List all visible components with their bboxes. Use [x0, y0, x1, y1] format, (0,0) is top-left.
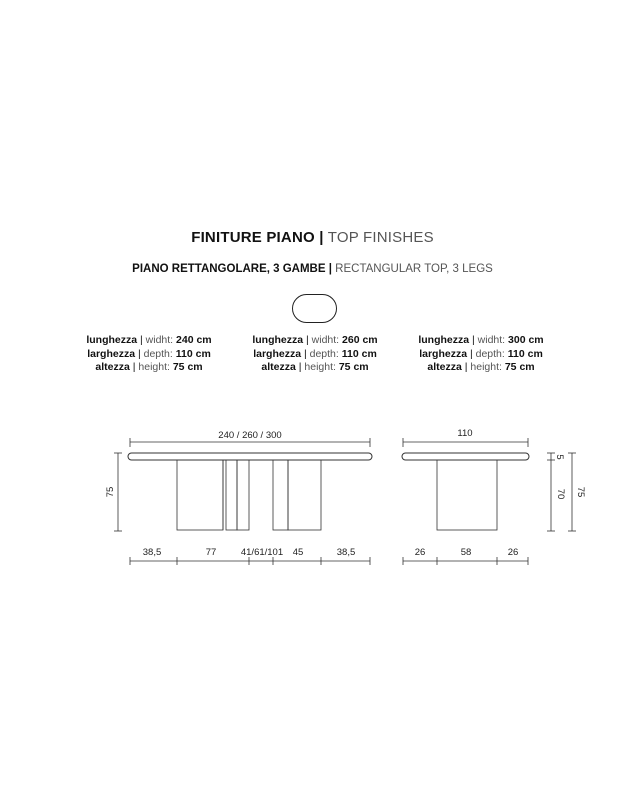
subtitle-italian: PIANO RETTANGOLARE, 3 GAMBE	[132, 263, 326, 275]
side-bottom-label-3: 26	[507, 547, 519, 558]
side-leg-height-label: 70	[555, 488, 566, 500]
width-label-en: depth:	[475, 347, 505, 360]
side-bottom-label-1: 26	[414, 547, 426, 558]
height-label-en: height:	[470, 361, 502, 373]
length-label-it: lunghezza	[86, 334, 138, 346]
width-label-it: larghezza	[419, 347, 468, 360]
side-table-top	[402, 453, 529, 460]
height-label-en: height:	[138, 361, 170, 373]
front-table-top	[128, 453, 372, 460]
height-value: 75 cm	[172, 361, 203, 373]
front-height-label: 75	[105, 486, 116, 498]
side-bottom-label-2: 58	[460, 547, 472, 558]
width-label-it: larghezza	[87, 347, 136, 360]
front-view-drawing	[114, 438, 372, 565]
front-leg-right-a	[273, 460, 288, 530]
front-leg-left	[177, 460, 223, 530]
length-label-it: lunghezza	[252, 334, 304, 346]
subtitle-separator: |	[328, 263, 332, 275]
front-leg-middle-a	[226, 460, 237, 530]
length-label-en: widht:	[145, 334, 174, 346]
width-value: 110 cm	[341, 347, 377, 360]
front-bottom-label-2: 77	[205, 547, 217, 558]
separator: |	[464, 361, 468, 373]
separator: |	[469, 347, 473, 360]
separator: |	[298, 361, 302, 373]
height-label-it: altezza	[95, 361, 130, 373]
length-value: 240 cm	[176, 334, 212, 346]
separator: |	[140, 334, 143, 346]
separator: |	[132, 361, 136, 373]
title-separator: |	[319, 229, 324, 246]
length-value: 260 cm	[342, 334, 378, 346]
width-value: 110 cm	[507, 347, 543, 360]
front-leg-right-b	[288, 460, 321, 530]
side-top-thickness-label: 5	[554, 454, 565, 460]
width-label-en: depth:	[143, 347, 173, 360]
separator: |	[137, 347, 141, 360]
height-label-it: altezza	[427, 361, 462, 373]
side-depth-label: 110	[457, 428, 473, 439]
height-label-en: height:	[304, 361, 336, 373]
height-value: 75 cm	[504, 361, 535, 373]
length-value: 300 cm	[508, 334, 544, 346]
width-label-en: depth:	[309, 347, 339, 360]
separator: |	[306, 334, 309, 346]
length-label-en: widht:	[477, 334, 506, 346]
front-leg-middle-b	[237, 460, 249, 530]
height-label-it: altezza	[261, 361, 296, 373]
separator: |	[303, 347, 307, 360]
subtitle-english: RECTANGULAR TOP, 3 LEGS	[335, 263, 493, 275]
title-english: TOP FINISHES	[327, 229, 434, 246]
width-value: 110 cm	[175, 347, 211, 360]
side-view-drawing	[402, 438, 576, 565]
length-label-en: widht:	[311, 334, 340, 346]
front-bottom-label-3: 41/61/101	[240, 547, 284, 558]
length-label-it: lunghezza	[418, 334, 470, 346]
separator: |	[472, 334, 475, 346]
width-label-it: larghezza	[253, 347, 302, 360]
height-value: 75 cm	[338, 361, 369, 373]
side-total-height-label: 75	[575, 486, 586, 498]
title-italian: FINITURE PIANO	[191, 229, 315, 246]
front-width-label: 240 / 260 / 300	[218, 430, 282, 441]
front-bottom-label-4: 45	[292, 547, 304, 558]
front-bottom-label-5: 38,5	[336, 547, 356, 558]
front-bottom-label-1: 38,5	[142, 547, 162, 558]
side-leg	[437, 460, 497, 530]
